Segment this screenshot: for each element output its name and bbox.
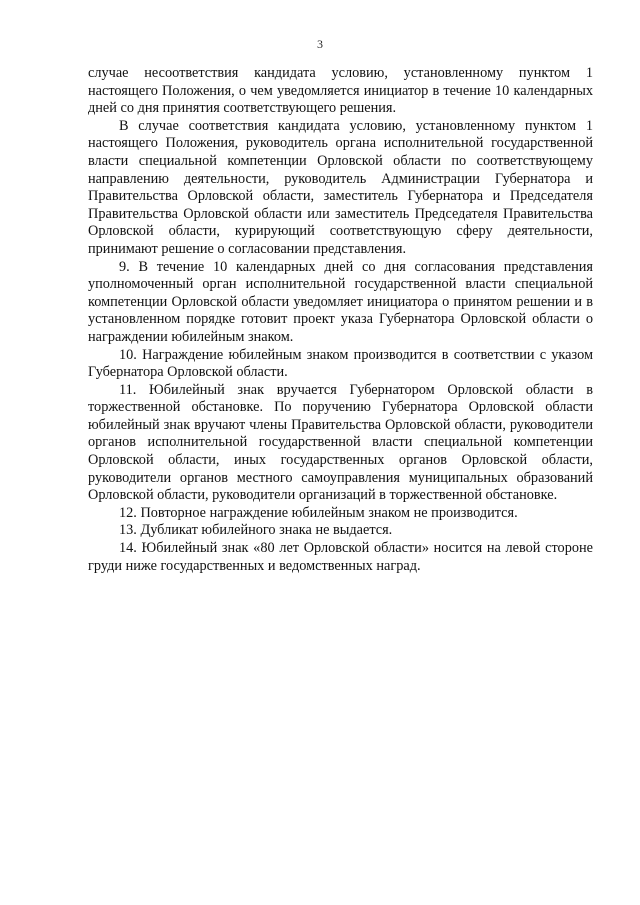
paragraph-item-10: 10. Награждение юбилейным знаком производится в соответствии с указом Губернатора Орловской области.	[88, 346, 593, 381]
paragraph-item-14: 14. Юбилейный знак «80 лет Орловской области» носится на левой стороне груди ниже государственных и ведомственных наград.	[88, 540, 593, 574]
paragraph-approval-decision: В случае соответствия кандидата условию, установленному пунктом 1 настоящего Положения, руководитель органа исполнительной государственной власти специальной компетенции Орловской области по соответствующему направлению деятельности, руководитель Администрации Губернатора и Правительства Орловской области, заместитель Губернатора и Председателя Правительства Орловской области или заместитель Председателя Правительства Орловской области, курирующий соответствующую сферу деятельности, принимают решение о согласовании представления.	[88, 117, 593, 257]
paragraph-item-13: 13. Дубликат юбилейного знака не выдается.	[119, 522, 393, 539]
paragraph-item-11: 11. Юбилейный знак вручается Губернатором Орловской области в торжественной обстановке. По поручению Губернатора Орловской области юбилейный знак вручают члены Правительства Орловской области, руководители органов исполнительной государственной власти специальной компетенции Орловской области, иных государственных органов Орловской области, руководители органов местного самоуправления муниципальных образований Орловской области, руководители организаций в торжественной обстановке.	[88, 381, 593, 504]
document-body	[88, 65, 593, 575]
page-number: 3	[317, 37, 323, 51]
paragraph-item-9: 9. В течение 10 календарных дней со дня согласования представления уполномоченный орган исполнительной государственной власти специальной компетенции Орловской области уведомляет инициатора о принятом решении и в установленном порядке готовит проект указа Губернатора Орловской области о награждении юбилейным знаком.	[88, 258, 593, 345]
paragraph-continuation: случае несоответствия кандидата условию, установленному пунктом 1 настоящего Положения, о чем уведомляется инициатор в течение 10 календарных дней со дня принятия соответствующего решения.	[88, 65, 593, 117]
paragraph-item-12: 12. Повторное награждение юбилейным знаком не производится.	[119, 504, 518, 521]
